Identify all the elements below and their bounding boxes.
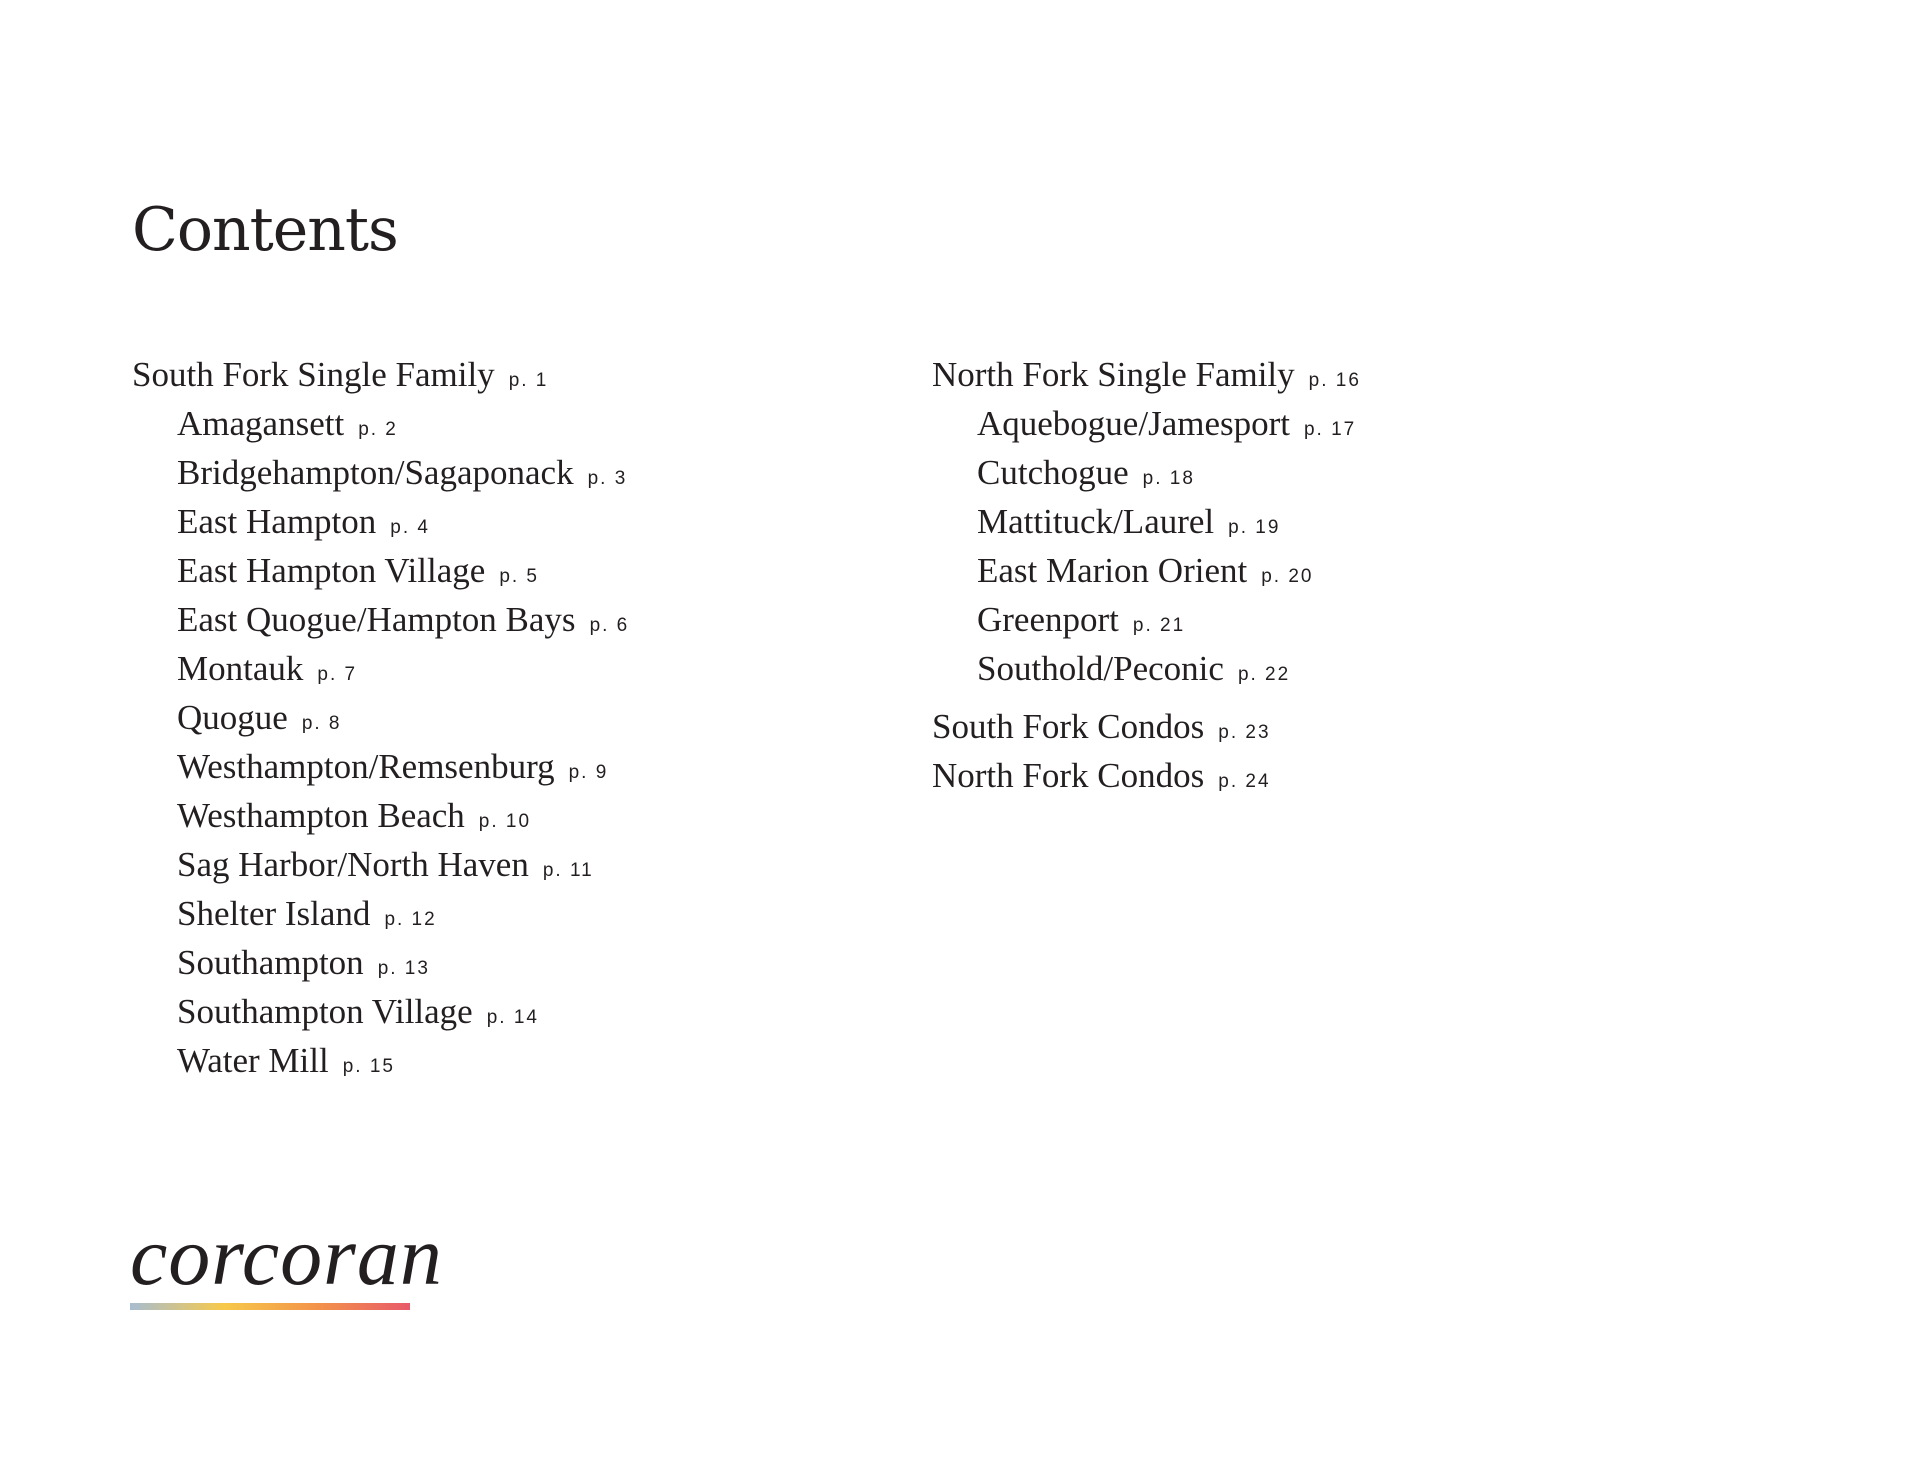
toc-entry-page: p. 16 [1308,370,1361,391]
logo-gradient-bar [130,1303,410,1310]
toc-entry-label: Shelter Island [177,894,371,933]
toc-entry-label: Southold/Peconic [977,649,1224,688]
toc-entry-page: p. 13 [377,958,430,979]
toc-entry-page: p. 21 [1132,615,1186,636]
toc-entry-page: p. 17 [1303,419,1357,440]
toc-entry-label: Westhampton/Remsenburg [177,747,555,786]
toc-entry[interactable] [132,399,629,448]
toc-entry-label: South Fork Single Family [132,355,495,394]
page-title: Contents [132,195,398,265]
toc-entry-label: South Fork Condos [932,707,1205,746]
toc-entry-page: p. 6 [589,615,630,636]
toc-entry[interactable] [932,644,1361,693]
toc-entry[interactable] [132,742,629,791]
toc-entry-page: p. 23 [1218,722,1271,743]
toc-entry-label: Greenport [977,600,1119,639]
toc-entry-label: East Quogue/Hampton Bays [177,600,576,639]
toc-entry-page: p. 7 [317,664,358,685]
toc-entry[interactable] [932,497,1361,546]
toc-entry-page: p. 5 [499,566,540,587]
toc-entry-label: Cutchogue [977,453,1129,492]
toc-entry-label: Amagansett [177,404,345,443]
logo-wordmark: corcoran [130,1210,443,1303]
toc-entry-page: p. 12 [384,909,437,930]
toc-entry-page: p. 3 [587,468,628,489]
toc-entry[interactable] [932,751,1361,800]
toc-entry-label: Mattituck/Laurel [977,502,1215,541]
toc-entry-label: Southampton Village [177,992,473,1031]
toc-entry[interactable] [132,448,629,497]
toc-entry-page: p. 18 [1142,468,1195,489]
toc-entry[interactable] [132,840,629,889]
toc-entry-label: Southampton [177,943,364,982]
toc-entry-page: p. 24 [1218,771,1271,792]
toc-entry-label: Quogue [177,698,288,737]
corcoran-logo [130,1210,443,1310]
toc-entry[interactable] [132,791,629,840]
toc-entry[interactable] [932,350,1361,399]
toc-entry[interactable] [932,595,1361,644]
toc-entry[interactable] [132,350,629,399]
toc-entry-label: East Marion Orient [977,551,1248,590]
toc-entry-page: p. 20 [1261,566,1314,587]
toc-entry-label: Montauk [177,649,304,688]
toc-left-column [132,350,629,1085]
toc-entry[interactable] [132,938,629,987]
toc-entry-label: North Fork Single Family [932,355,1295,394]
toc-entry[interactable] [932,399,1361,448]
toc-entry[interactable] [132,546,629,595]
toc-entry[interactable] [132,644,629,693]
toc-entry-page: p. 2 [358,419,398,440]
toc-entry-label: Sag Harbor/North Haven [177,845,529,884]
toc-entry[interactable] [932,702,1361,751]
toc-entry[interactable] [132,497,629,546]
toc-entry[interactable] [932,546,1361,595]
toc-entry-page: p. 9 [568,762,609,783]
toc-entry-page: p. 1 [508,370,549,391]
toc-right-column [932,350,1361,800]
toc-entry[interactable] [132,693,629,742]
toc-entry[interactable] [132,1036,629,1085]
toc-entry-page: p. 11 [542,860,594,881]
toc-entry-label: Bridgehampton/Sagaponack [177,453,574,492]
toc-entry-label: East Hampton [177,502,377,541]
toc-entry-page: p. 22 [1237,664,1291,685]
toc-entry[interactable] [132,987,629,1036]
toc-entry[interactable] [932,448,1361,497]
toc-entry-label: Aquebogue/Jamesport [977,404,1290,443]
toc-entry[interactable] [132,889,629,938]
toc-entry-label: Westhampton Beach [177,796,465,835]
toc-entry-page: p. 4 [390,517,430,538]
toc-entry-page: p. 19 [1228,517,1281,538]
toc-entry[interactable] [132,595,629,644]
toc-entry-page: p. 15 [342,1056,395,1077]
toc-entry-page: p. 8 [301,713,342,734]
toc-entry-page: p. 10 [478,811,532,832]
toc-entry-page: p. 14 [486,1007,539,1028]
toc-entry-label: Water Mill [177,1041,329,1080]
toc-entry-label: East Hampton Village [177,551,486,590]
toc-entry-label: North Fork Condos [932,756,1205,795]
